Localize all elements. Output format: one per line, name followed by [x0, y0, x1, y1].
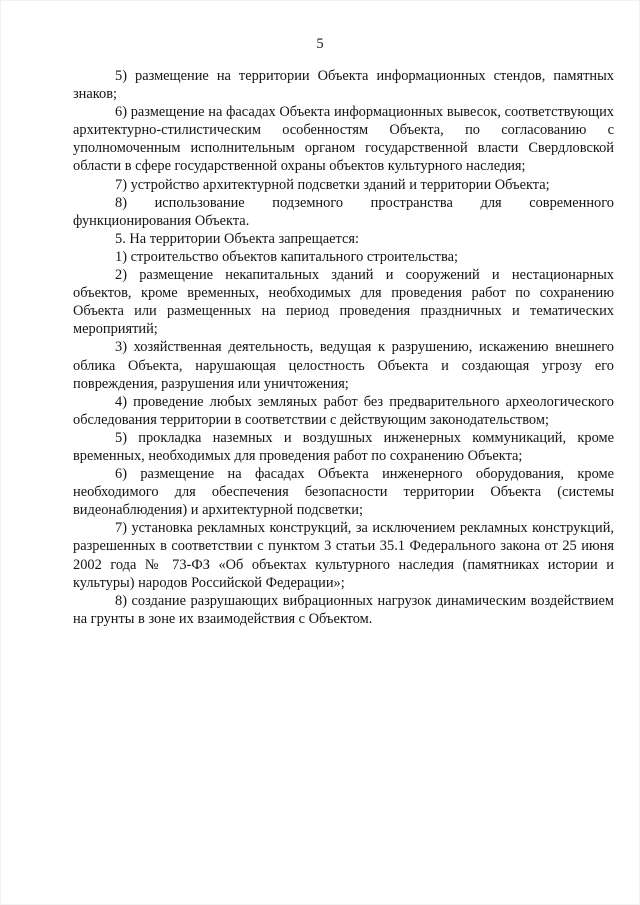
paragraph-permitted-6: 6) размещение на фасадах Объекта информационных вывесок, соответствующих архитектурно-стилистическим особенностям Объекта, по согласованию с уполномоченным исполнительным органом государственной власти Свердловской области в сфере государственной охраны объектов культурного наследия;: [73, 104, 614, 175]
paragraph-prohibited-6: 6) размещение на фасадах Объекта инженерного оборудования, кроме необходимого для обеспечения безопасности территории Объекта (системы видеонаблюдения) и архитектурной подсветки;: [73, 466, 614, 519]
paragraph-permitted-5: 5) размещение на территории Объекта информационных стендов, памятных знаков;: [73, 68, 614, 103]
paragraph-permitted-8: 8) использование подземного пространства для современного функционирования Объекта.: [73, 194, 614, 229]
paragraph-prohibited-1: 1) строительство объектов капитального строительства;: [115, 248, 458, 265]
paragraph-prohibited-3: 3) хозяйственная деятельность, ведущая к разрушению, искажению внешнего облика Объекта, нарушающая целостность Объекта и создающая угрозу его повреждения, разрушения или уничтожения;: [73, 339, 614, 392]
paragraph-prohibited-5: 5) прокладка наземных и воздушных инженерных коммуникаций, кроме временных, необходимых для проведения работ по сохранению Объекта;: [73, 429, 614, 464]
paragraph-permitted-7: 7) устройство архитектурной подсветки зданий и территории Объекта;: [115, 176, 550, 193]
section-heading-prohibited: 5. На территории Объекта запрещается:: [115, 230, 359, 247]
paragraph-prohibited-2: 2) размещение некапитальных зданий и сооружений и нестационарных объектов, кроме временных, необходимых для проведения работ по сохранению Объекта или размещенных на период проведения праздничных и тематических мероприятий;: [73, 267, 614, 338]
paragraph-prohibited-7: 7) установка рекламных конструкций, за исключением рекламных конструкций, разрешенных в соответствии с пунктом 3 статьи 35.1 Федерального закона от 25 июня 2002 года № 73-ФЗ «Об объектах культурного наследия (памятниках истории и культуры) народов Российской Федерации»;: [73, 520, 614, 591]
paragraph-prohibited-4: 4) проведение любых земляных работ без предварительного археологического обследования территории в соответствии с действующим законодательством;: [73, 393, 614, 428]
page-number: 5: [316, 36, 324, 52]
paragraph-prohibited-8: 8) создание разрушающих вибрационных нагрузок динамическим воздействием на грунты в зоне их взаимодействия с Объектом.: [73, 592, 614, 627]
document-body: [73, 67, 614, 628]
